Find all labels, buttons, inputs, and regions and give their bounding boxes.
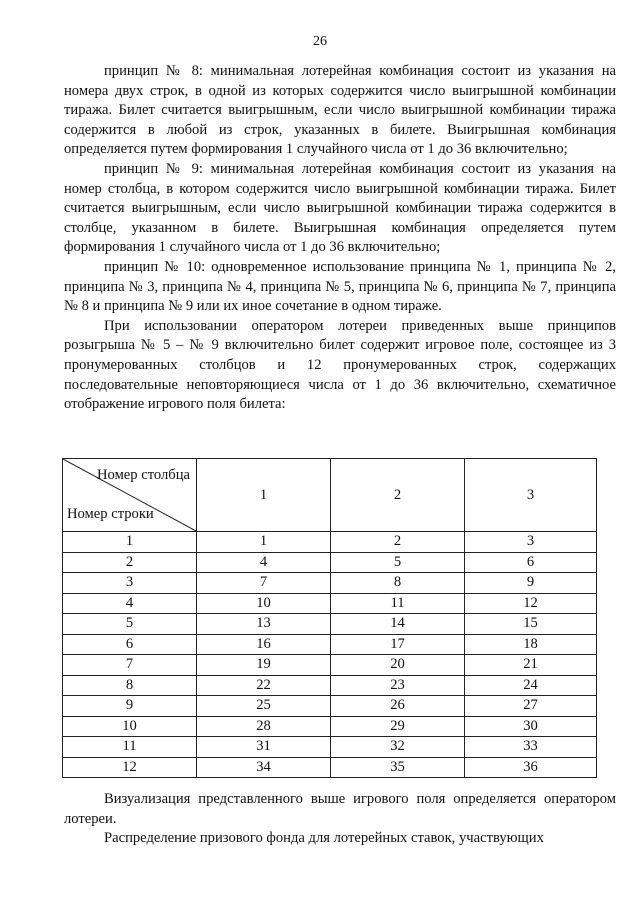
row-number-cell: 11 [63, 737, 197, 758]
table-cell: 3 [465, 532, 597, 553]
table-cell: 29 [331, 716, 465, 737]
table-cell: 7 [197, 573, 331, 594]
table-cell: 11 [331, 593, 465, 614]
table-cell: 28 [197, 716, 331, 737]
table-row [63, 696, 597, 717]
table-cell: 2 [331, 532, 465, 553]
table-cell: 36 [465, 757, 597, 778]
table-row [63, 675, 597, 696]
column-number-label: Номер столбца [97, 467, 190, 483]
row-number-cell: 6 [63, 634, 197, 655]
table-cell: 31 [197, 737, 331, 758]
paragraph-game-field-intro: При использовании оператором лотереи приведенных выше принципов розыгрыша № 5 – № 9 включительно билет содержит игровое поле, состоящее из 3 пронумерованных столбцов и 12 пронумерованных строк, содержащих последовательные неповторяющиеся числа от 1 до 36 включительно, схематичное отображение игрового поля билета: [64, 317, 616, 413]
table-cell: 10 [197, 593, 331, 614]
table-cell: 13 [197, 614, 331, 635]
table-cell: 14 [331, 614, 465, 635]
row-number-cell: 8 [63, 675, 197, 696]
table-row [63, 655, 597, 676]
table-cell: 32 [331, 737, 465, 758]
column-header-2: 2 [331, 459, 465, 532]
table-cell: 34 [197, 757, 331, 778]
column-header-1: 1 [197, 459, 331, 532]
table-row [63, 634, 597, 655]
table-cell: 8 [331, 573, 465, 594]
text-block-bottom [64, 790, 616, 849]
table-cell: 21 [465, 655, 597, 676]
paragraph-principle-9: принцип № 9: минимальная лотерейная комбинация состоит из указания на номер столбца, в котором содержится число выигрышной комбинации тиража. Билет считается выигрышным, если число выигрышной комбинации тиража содержится в столбце, указанном в билете. Выигрышная комбинация определяется путем формирования 1 случайного числа от 1 до 36 включительно; [64, 160, 616, 256]
row-number-cell: 1 [63, 532, 197, 553]
table-row [63, 737, 597, 758]
row-number-cell: 3 [63, 573, 197, 594]
paragraph-principle-8: принцип № 8: минимальная лотерейная комбинация состоит из указания на номера двух строк, в одной из которых содержится число выигрышной комбинации тиража. Билет считается выигрышным, если число выигрышной комбинации тиража содержится в любой из строк, указанных в билете. Выигрышная комбинация определяется путем формирования 1 случайного числа от 1 до 36 включительно; [64, 63, 616, 158]
table-row [63, 614, 597, 635]
table-cell: 16 [197, 634, 331, 655]
row-number-cell: 9 [63, 696, 197, 717]
table-cell: 23 [331, 675, 465, 696]
table-cell: 17 [331, 634, 465, 655]
table-header-row [63, 459, 597, 532]
row-number-cell: 10 [63, 716, 197, 737]
table-cell: 24 [465, 675, 597, 696]
row-number-label: Номер строки [67, 506, 154, 522]
paragraph-principle-10: принцип № 10: одновременное использование принципа № 1, принципа № 2, принципа № 3, принципа № 4, принципа № 5, принципа № 6, принципа № 7, принципа № 8 и принципа № 9 или их иное сочетание в одном тираже. [64, 258, 616, 315]
paragraph-prize-fund: Распределение призового фонда для лотерейных ставок, участвующих [104, 830, 544, 847]
table-cell: 30 [465, 716, 597, 737]
table-cell: 5 [331, 552, 465, 573]
table-cell: 27 [465, 696, 597, 717]
table-row [63, 716, 597, 737]
table-cell: 18 [465, 634, 597, 655]
table-cell: 1 [197, 532, 331, 553]
table-cell: 12 [465, 593, 597, 614]
table-cell: 25 [197, 696, 331, 717]
table-cell: 33 [465, 737, 597, 758]
row-number-cell: 4 [63, 593, 197, 614]
table-cell: 35 [331, 757, 465, 778]
table-cell: 26 [331, 696, 465, 717]
table-cell: 9 [465, 573, 597, 594]
table-corner-cell [63, 459, 197, 532]
column-header-3: 3 [465, 459, 597, 532]
row-number-cell: 12 [63, 757, 197, 778]
table-cell: 22 [197, 675, 331, 696]
table-row [63, 552, 597, 573]
table-cell: 20 [331, 655, 465, 676]
paragraph-visualization: Визуализация представленного выше игрового поля определяется оператором лотереи. [64, 791, 616, 827]
table-cell: 19 [197, 655, 331, 676]
table-row [63, 532, 597, 553]
text-block-top [64, 62, 616, 415]
table-row [63, 573, 597, 594]
table-row [63, 593, 597, 614]
page-number: 26 [313, 34, 327, 49]
game-field-table [62, 458, 597, 778]
row-number-cell: 5 [63, 614, 197, 635]
row-number-cell: 7 [63, 655, 197, 676]
table-cell: 6 [465, 552, 597, 573]
table-cell: 15 [465, 614, 597, 635]
table-cell: 4 [197, 552, 331, 573]
table-row [63, 757, 597, 778]
row-number-cell: 2 [63, 552, 197, 573]
